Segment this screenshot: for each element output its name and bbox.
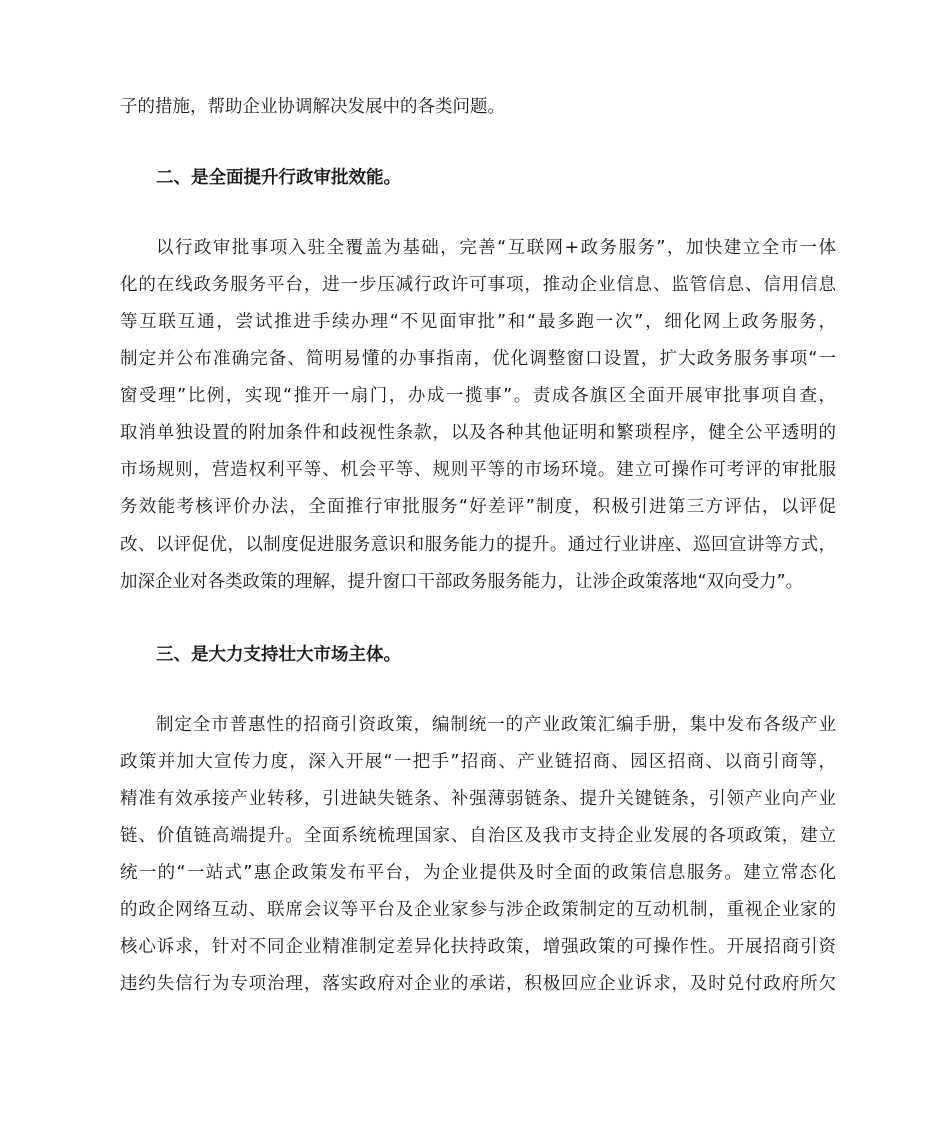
section-2-line: 等互联互通，尝试推进手续办理“不见面审批”和“最多跑一次”，细化网上政务服务， [120,312,836,332]
section-3-line: 链、价值链高端提升。全面系统梳理国家、自治区及我市支持企业发展的各项政策，建立 [120,826,836,846]
section-3-line: 政策并加大宣传力度，深入开展“一把手”招商、产业链招商、园区招商、以商引商等， [120,752,836,772]
section-2-line: 窗受理”比例，实现“推开一扇门，办成一揽事”。责成各旗区全面开展审批事项自查， [120,386,836,406]
section-2-line: 市场规则，营造权利平等、机会平等、规则平等的市场环境。建立可操作可考评的审批服 [120,460,836,480]
section-3-line: 的政企网络互动、联席会议等平台及企业家参与涉企政策制定的互动机制，重视企业家的 [120,900,836,920]
section-3-line: 核心诉求，针对不同企业精准制定差异化扶持政策，增强政策的可操作性。开展招商引资 [120,937,836,957]
section-3-line: 统一的“一站式”惠企政策发布平台，为企业提供及时全面的政策信息服务。建立常态化 [120,863,836,883]
intro-line: 子的措施，帮助企业协调解决发展中的各类问题。 [120,97,505,117]
section-2-line: 务效能考核评价办法，全面推行审批服务“好差评”制度，积极引进第三方评估，以评促 [120,497,836,517]
section-2-line: 制定并公布准确完备、简明易懂的办事指南，优化调整窗口设置，扩大政务服务事项“一 [120,349,836,369]
section-3-heading: 三、是大力支持壮大市场主体。 [156,645,401,665]
section-3-line: 制定全市普惠性的招商引资政策，编制统一的产业政策汇编手册，集中发布各级产业 [156,715,836,735]
section-2-line: 加深企业对各类政策的理解，提升窗口干部政务服务能力，让涉企政策落地“双向受力”。 [120,572,804,592]
section-3-line: 违约失信行为专项治理，落实政府对企业的承诺，积极回应企业诉求，及时兑付政府所欠 [120,974,836,994]
section-2-heading: 二、是全面提升行政审批效能。 [156,168,401,188]
section-3-line: 精准有效承接产业转移，引进缺失链条、补强薄弱链条、提升关键链条，引领产业向产业 [120,789,836,809]
section-2-line: 改、以评促优，以制度促进服务意识和服务能力的提升。通过行业讲座、巡回宣讲等方式， [120,535,836,555]
section-2-line: 取消单独设置的附加条件和歧视性条款，以及各种其他证明和繁琐程序，健全公平透明的 [120,423,836,443]
section-2-line: 以行政审批事项入驻全覆盖为基础，完善“互联网+政务服务”，加快建立全市一体 [156,238,836,258]
section-2-line: 化的在线政务服务平台，进一步压减行政许可事项，推动企业信息、监管信息、信用信息 [120,275,836,295]
